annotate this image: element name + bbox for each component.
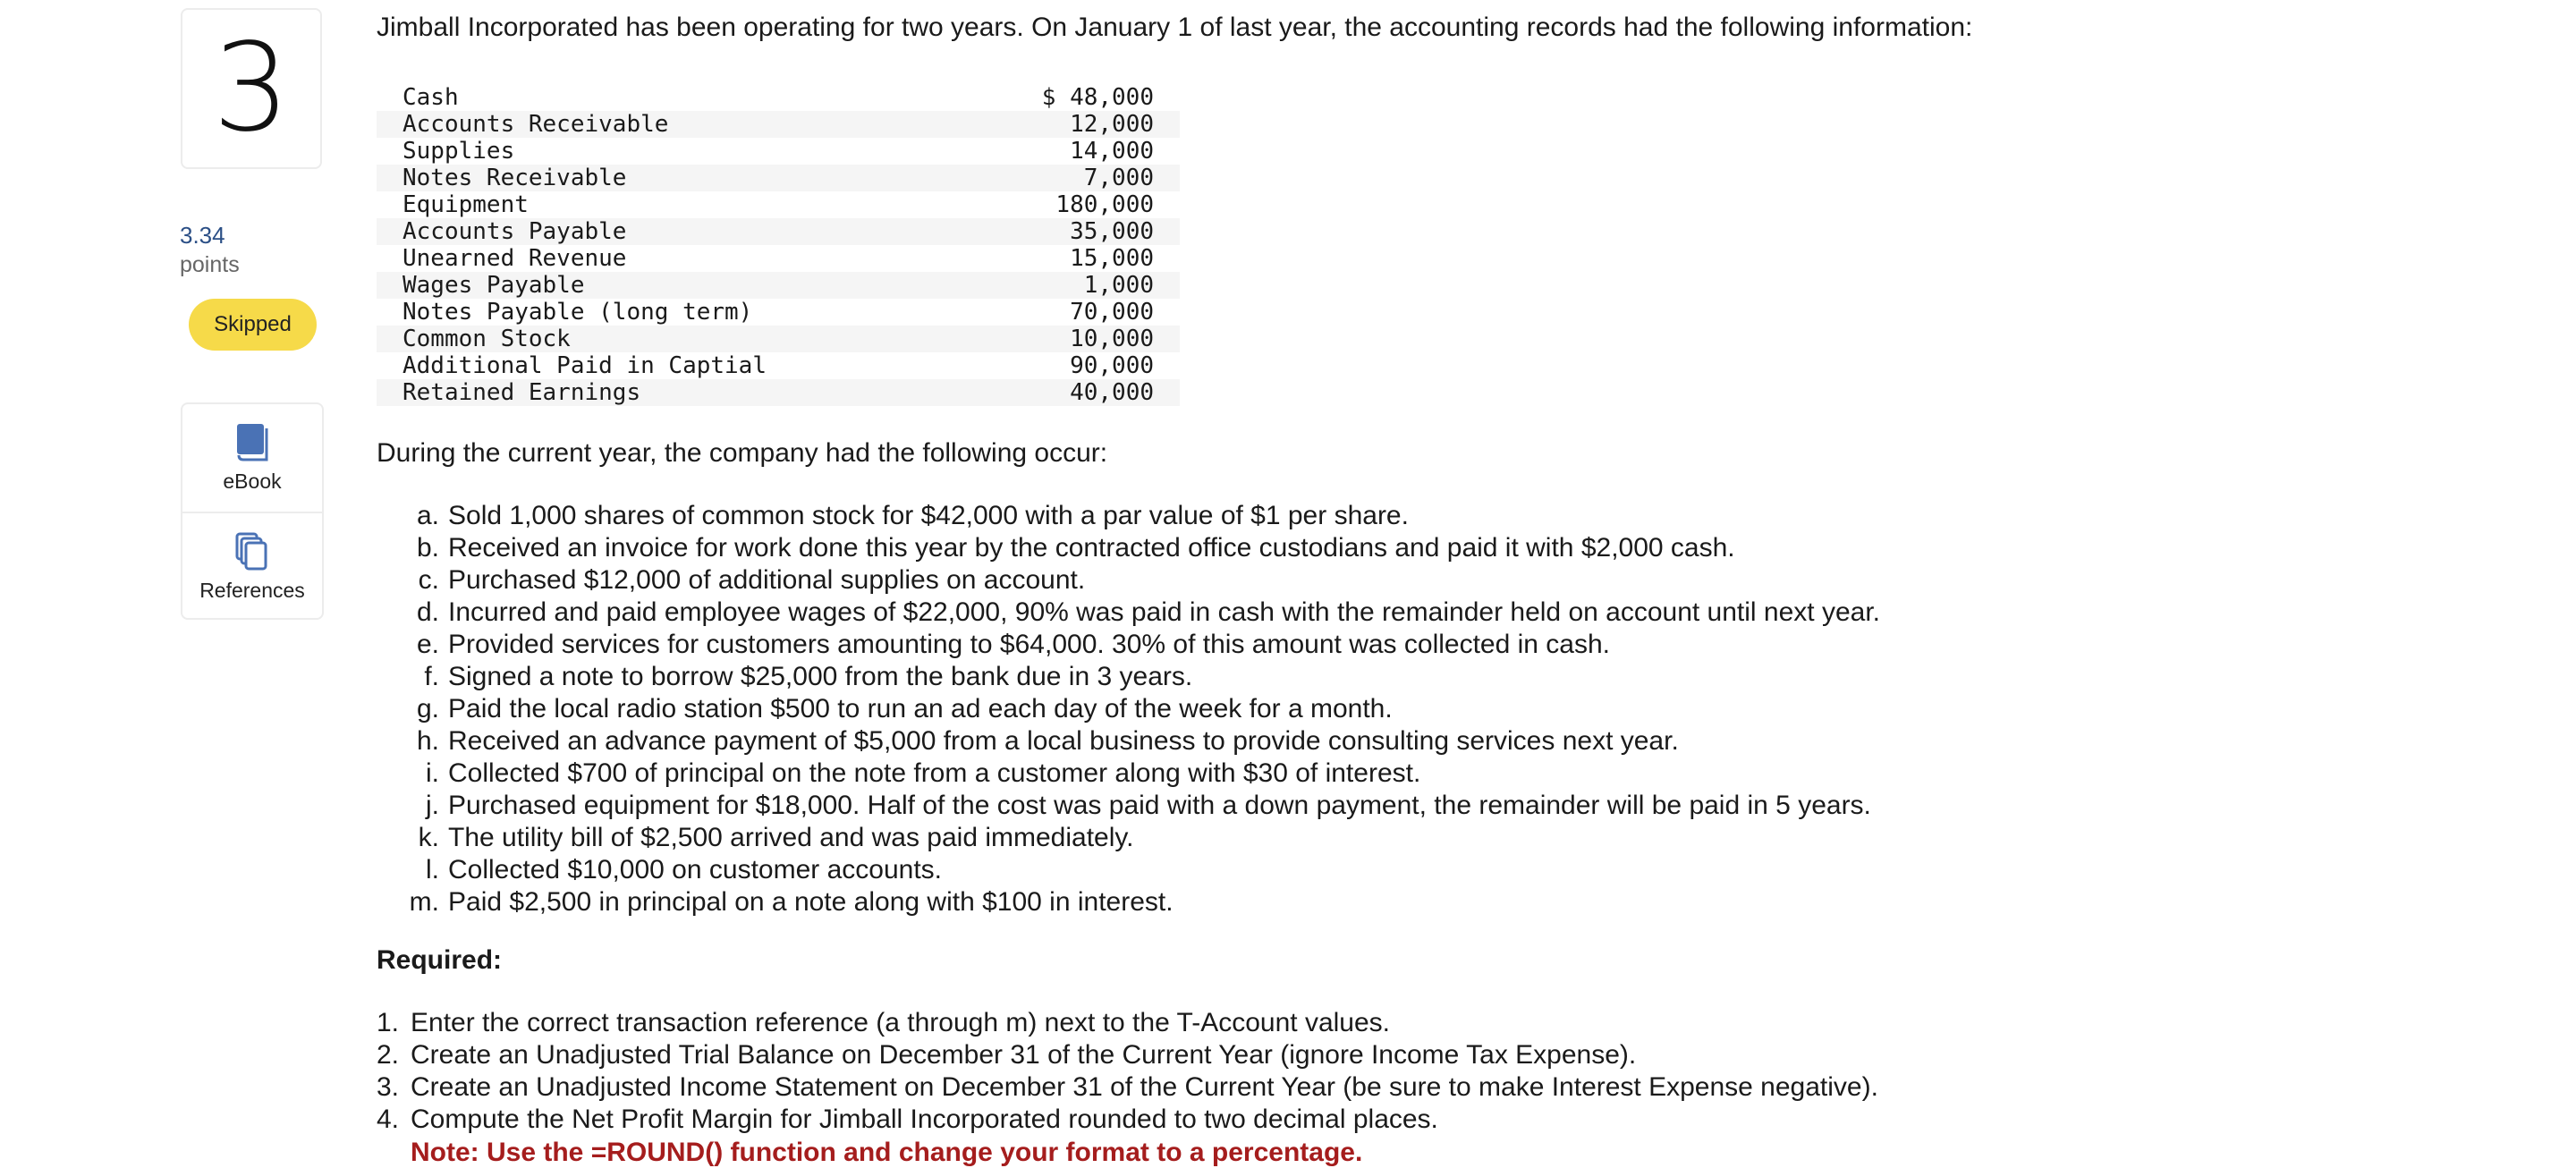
step-number: 4. <box>377 1105 400 1134</box>
item-text: Sold 1,000 shares of common stock for $42,000 with a par value of $1 per share. <box>448 501 1409 530</box>
references-icon <box>235 532 269 571</box>
table-row <box>377 272 1180 299</box>
step-text: Enter the correct transaction reference (a through m) next to the T-Account values. <box>411 1008 1390 1037</box>
account-amount: 40,000 <box>1070 379 1154 406</box>
account-amount: 1,000 <box>1083 272 1154 299</box>
table-row <box>377 84 1180 111</box>
list-item <box>377 725 1880 758</box>
list-item <box>377 597 1880 629</box>
item-letter: d. <box>416 597 439 627</box>
table-row <box>377 218 1180 245</box>
step-text: Create an Unadjusted Income Statement on December 31 of the Current Year (be sure to make Interest Expense negative). <box>411 1072 1878 1102</box>
account-amount: 70,000 <box>1070 299 1154 326</box>
account-name: Notes Receivable <box>402 165 627 191</box>
item-letter: a. <box>416 501 439 530</box>
step-text: Create an Unadjusted Trial Balance on December 31 of the Current Year (ignore Income Tax Expense). <box>411 1040 1637 1070</box>
status-badge: Skipped <box>189 299 317 351</box>
step-text: Compute the Net Profit Margin for Jimball Incorporated rounded to two decimal places. <box>411 1105 1438 1134</box>
list-item <box>377 564 1880 597</box>
account-name: Wages Payable <box>402 272 585 299</box>
list-item <box>377 1039 1878 1071</box>
ebook-button[interactable] <box>182 404 322 512</box>
item-text: Collected $10,000 on customer accounts. <box>448 855 942 884</box>
account-name: Equipment <box>402 191 529 218</box>
references-button[interactable] <box>182 512 322 621</box>
list-item <box>377 500 1880 532</box>
account-name: Retained Earnings <box>402 379 641 406</box>
list-item <box>377 532 1880 564</box>
step-number: 1. <box>377 1008 400 1037</box>
required-heading: Required: <box>377 945 503 975</box>
table-row <box>377 191 1180 218</box>
points-value: 3.34 <box>180 222 225 249</box>
account-name: Unearned Revenue <box>402 245 627 272</box>
list-item <box>377 1071 1878 1104</box>
item-text: Paid the local radio station $500 to run an ad each day of the week for a month. <box>448 694 1393 724</box>
book-icon <box>235 423 269 462</box>
note-text: Note: Use the =ROUND() function and change your format to a percentage. <box>411 1138 1363 1167</box>
list-item <box>377 886 1880 918</box>
item-text: Incurred and paid employee wages of $22,000, 90% was paid in cash with the remainder held on account until next year. <box>448 597 1881 627</box>
table-row <box>377 326 1180 352</box>
table-row <box>377 245 1180 272</box>
list-item <box>377 629 1880 661</box>
references-label: References <box>199 578 305 602</box>
account-amount: 7,000 <box>1083 165 1154 191</box>
item-letter: g. <box>416 694 439 724</box>
account-name: Accounts Payable <box>402 218 627 245</box>
list-item <box>377 790 1880 822</box>
question-tools <box>181 402 324 620</box>
item-text: The utility bill of $2,500 arrived and was paid immediately. <box>448 823 1134 852</box>
item-letter: b. <box>416 533 439 563</box>
item-letter: k. <box>418 823 439 852</box>
question-intro: Jimball Incorporated has been operating for two years. On January 1 of last year, the accounting records had the following information: <box>377 13 1973 42</box>
account-amount: 10,000 <box>1070 326 1154 352</box>
ebook-label: eBook <box>223 469 282 493</box>
item-letter: j. <box>426 791 439 820</box>
item-letter: l. <box>426 855 439 884</box>
list-item <box>377 693 1880 725</box>
list-item <box>377 1007 1878 1039</box>
item-text: Received an invoice for work done this year by the contracted office custodians and paid it with $2,000 cash. <box>448 533 1735 563</box>
table-row <box>377 111 1180 138</box>
required-steps <box>377 1007 1878 1136</box>
item-letter: c. <box>418 565 439 595</box>
account-amount: $ 48,000 <box>1041 84 1154 111</box>
list-item <box>377 822 1880 854</box>
account-name: Additional Paid in Captial <box>402 352 767 379</box>
account-name: Cash <box>402 84 459 111</box>
account-amount: 12,000 <box>1070 111 1154 138</box>
account-amount: 90,000 <box>1070 352 1154 379</box>
account-amount: 35,000 <box>1070 218 1154 245</box>
item-text: Purchased $12,000 of additional supplies on account. <box>448 565 1086 595</box>
list-item <box>377 1104 1878 1136</box>
step-number: 2. <box>377 1040 400 1070</box>
item-letter: h. <box>416 726 439 756</box>
table-row <box>377 352 1180 379</box>
table-row <box>377 138 1180 165</box>
transactions-list <box>377 500 1880 918</box>
account-name: Common Stock <box>402 326 571 352</box>
table-row <box>377 165 1180 191</box>
account-name: Supplies <box>402 138 515 165</box>
item-text: Collected $700 of principal on the note from a customer along with $30 of interest. <box>448 758 1421 788</box>
item-letter: e. <box>416 630 439 659</box>
account-amount: 15,000 <box>1070 245 1154 272</box>
list-item <box>377 661 1880 693</box>
points-label: points <box>180 252 240 277</box>
item-text: Paid $2,500 in principal on a note along with $100 in interest. <box>448 887 1174 917</box>
account-amount: 14,000 <box>1070 138 1154 165</box>
account-amount: 180,000 <box>1055 191 1154 218</box>
table-row <box>377 299 1180 326</box>
item-text: Signed a note to borrow $25,000 from the bank due in 3 years. <box>448 662 1193 691</box>
item-letter: i. <box>426 758 439 788</box>
item-text: Received an advance payment of $5,000 from a local business to provide consulting services next year. <box>448 726 1679 756</box>
account-name: Notes Payable (long term) <box>402 299 753 326</box>
list-item <box>377 854 1880 886</box>
step-number: 3. <box>377 1072 400 1102</box>
item-letter: m. <box>409 887 439 917</box>
item-text: Provided services for customers amounting to $64,000. 30% of this amount was collected in cash. <box>448 630 1611 659</box>
item-text: Purchased equipment for $18,000. Half of the cost was paid with a down payment, the remainder will be paid in 5 years. <box>448 791 1871 820</box>
list-item <box>377 758 1880 790</box>
question-number: 3 <box>181 8 322 169</box>
account-name: Accounts Receivable <box>402 111 669 138</box>
balances-table <box>377 84 1180 406</box>
table-row <box>377 379 1180 406</box>
during-text: During the current year, the company had the following occur: <box>377 438 1108 468</box>
item-letter: f. <box>424 662 439 691</box>
